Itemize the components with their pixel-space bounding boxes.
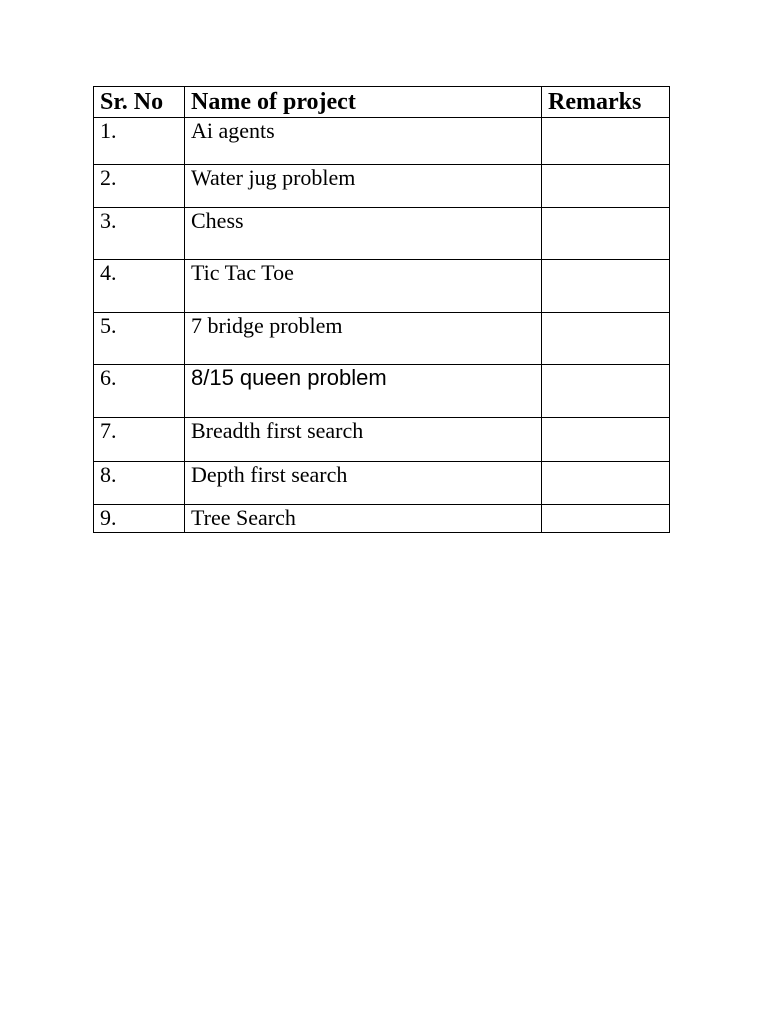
sr-no-cell: 1. bbox=[94, 118, 185, 165]
remarks-cell bbox=[542, 418, 670, 462]
table-row bbox=[94, 418, 670, 462]
project-name-cell: Breadth first search bbox=[185, 418, 542, 462]
table-row bbox=[94, 505, 670, 533]
header-remarks: Remarks bbox=[542, 87, 670, 118]
table-row bbox=[94, 313, 670, 365]
table-row bbox=[94, 260, 670, 313]
remarks-cell bbox=[542, 462, 670, 505]
sr-no-cell: 2. bbox=[94, 165, 185, 208]
remarks-cell bbox=[542, 313, 670, 365]
header-sr-no: Sr. No bbox=[94, 87, 185, 118]
remarks-cell bbox=[542, 505, 670, 533]
project-name-cell: Tic Tac Toe bbox=[185, 260, 542, 313]
project-name-cell: Tree Search bbox=[185, 505, 542, 533]
table-row bbox=[94, 165, 670, 208]
project-table bbox=[93, 86, 670, 533]
project-name-cell: Chess bbox=[185, 208, 542, 260]
sr-no-cell: 6. bbox=[94, 365, 185, 418]
table-header-row bbox=[94, 87, 670, 118]
table-row bbox=[94, 462, 670, 505]
project-name-cell: 8/15 queen problem bbox=[185, 365, 542, 418]
header-name-of-project: Name of project bbox=[185, 87, 542, 118]
project-name-cell: Ai agents bbox=[185, 118, 542, 165]
sr-no-cell: 7. bbox=[94, 418, 185, 462]
project-name-cell: Depth first search bbox=[185, 462, 542, 505]
table-row bbox=[94, 365, 670, 418]
sr-no-cell: 3. bbox=[94, 208, 185, 260]
project-name-cell: 7 bridge problem bbox=[185, 313, 542, 365]
project-name-cell: Water jug problem bbox=[185, 165, 542, 208]
remarks-cell bbox=[542, 260, 670, 313]
sr-no-cell: 9. bbox=[94, 505, 185, 533]
sr-no-cell: 5. bbox=[94, 313, 185, 365]
table-row bbox=[94, 208, 670, 260]
remarks-cell bbox=[542, 208, 670, 260]
remarks-cell bbox=[542, 118, 670, 165]
sr-no-cell: 8. bbox=[94, 462, 185, 505]
remarks-cell bbox=[542, 165, 670, 208]
remarks-cell bbox=[542, 365, 670, 418]
table-row bbox=[94, 118, 670, 165]
sr-no-cell: 4. bbox=[94, 260, 185, 313]
